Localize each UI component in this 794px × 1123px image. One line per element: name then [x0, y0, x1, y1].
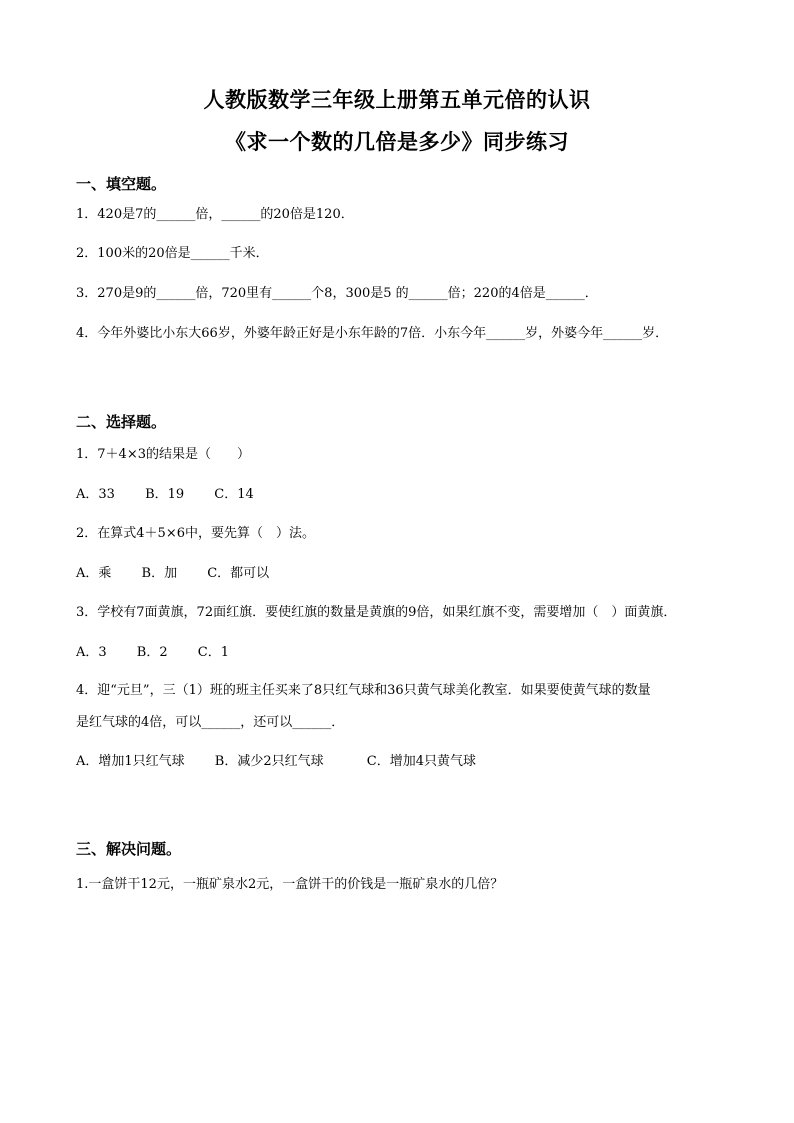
choice-question-1: 1．7＋4×3的结果是（ ）	[76, 447, 250, 462]
section-heading-fill-blank: 一、填空题。	[76, 175, 167, 193]
choice-question-2: 2．在算式4＋5×6中，要先算（ ）法。	[76, 526, 315, 541]
choice-question-3: 3．学校有7面黄旗，72面红旗．要使红旗的数量是黄旗的9倍，如果红旗不变，需要增加（ ）面黄旗．	[76, 605, 677, 620]
fill-blank-question-2: 2．100米的20倍是______千米．	[76, 246, 269, 261]
fill-blank-question-1: 1．420是7的______倍，______的20倍是120．	[76, 207, 354, 222]
document-title: 人教版数学三年级上册第五单元倍的认识	[203, 87, 591, 112]
fill-blank-question-4: 4．今年外婆比小东大66岁，外婆年龄正好是小东年龄的7倍．小东今年______岁，外婆今年______岁．	[76, 326, 669, 341]
choice-question-4-options: A．增加1只红气球 B．减少2只红气球 C．增加4只黄气球	[76, 754, 476, 769]
problem-question-1: 1.一盒饼干12元，一瓶矿泉水2元，一盒饼干的价钱是一瓶矿泉水的几倍？	[76, 877, 504, 892]
choice-question-4-line-2: 是红气球的4倍，可以______，还可以______．	[76, 715, 345, 730]
document-subtitle: 《求一个数的几倍是多少》同步练习	[225, 129, 569, 154]
choice-question-4-line-1: 4．迎“元旦”，三（1）班的班主任买来了8只红气球和36只黄气球美化教室．如果要使黄气球的数量	[76, 683, 651, 698]
fill-blank-question-3: 3．270是9的______倍，720里有______个8，300是5 的______倍；220的4倍是______．	[76, 286, 598, 301]
choice-question-2-options: A．乘 B．加 C．都可以	[76, 566, 270, 581]
choice-question-3-options: A．3 B．2 C．1	[76, 645, 229, 660]
section-heading-problem-solving: 三、解决问题。	[76, 840, 182, 858]
choice-question-1-options: A．33 B．19 C．14	[76, 487, 254, 502]
section-heading-multiple-choice: 二、选择题。	[76, 413, 167, 431]
